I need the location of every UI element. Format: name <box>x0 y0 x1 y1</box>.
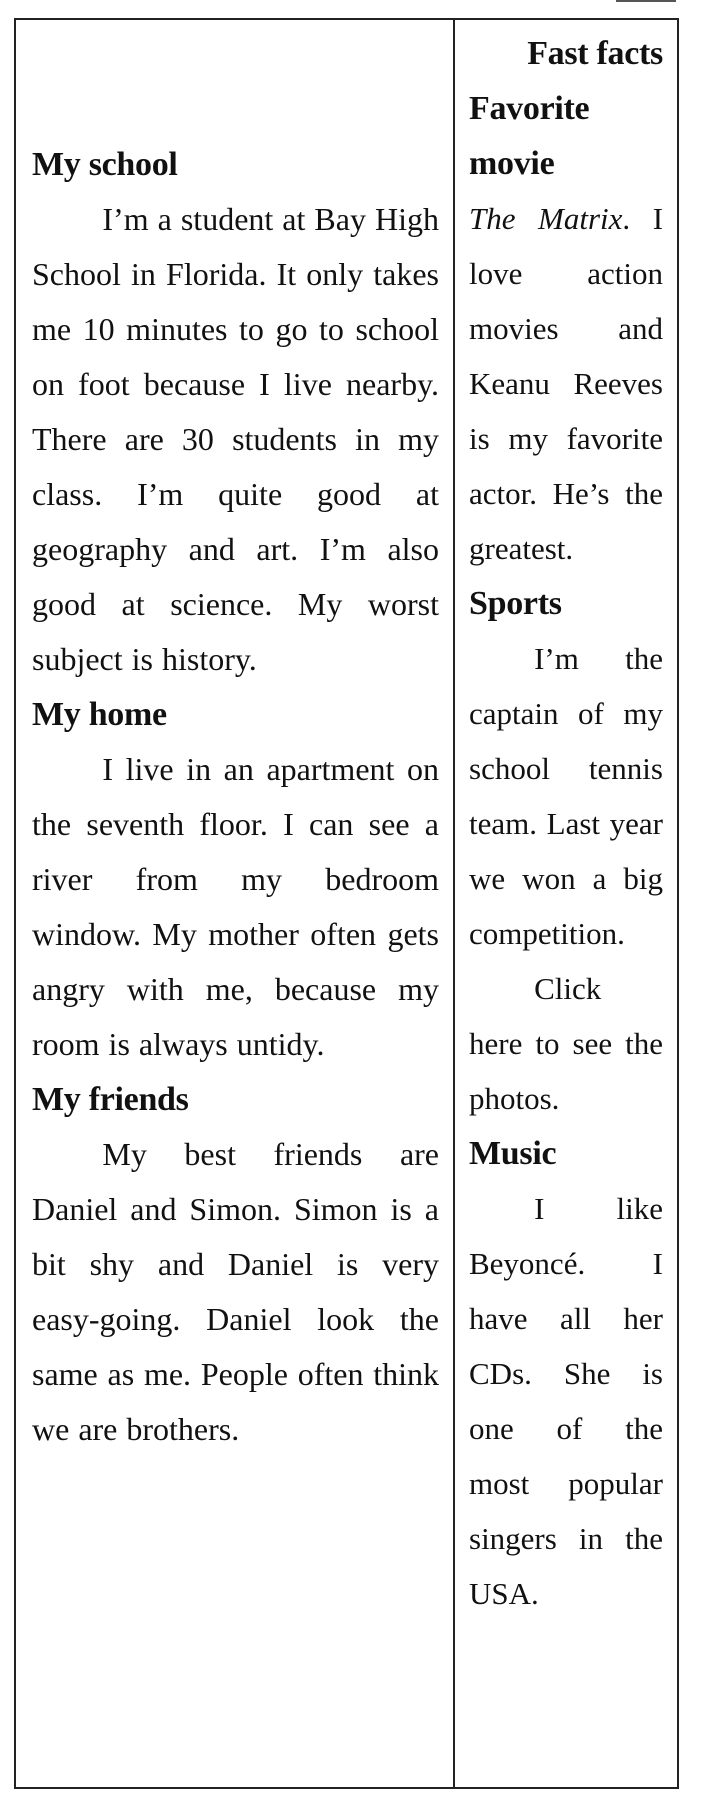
fact-text-music: I like Beyoncé. I have all her CDs. She is one of the most popular singers in the USA. <box>469 1191 663 1611</box>
section-heading-my-home: My home <box>32 696 167 733</box>
right-column <box>455 20 677 1787</box>
left-column <box>16 20 455 1787</box>
fast-facts-title: Fast facts <box>527 35 663 72</box>
fact-heading-sports: Sports <box>469 585 562 622</box>
section-heading-my-school: My school <box>32 146 178 183</box>
movie-description: I love action movies and Keanu Reeves is my favorite actor. He’s the greatest. <box>469 201 664 566</box>
section-text-my-home: I live in an apartment on the seventh floor. I can see a river from my bedroom window. My mother often gets angry with me, because my room is always untidy. <box>32 751 439 1062</box>
movie-title-suffix: . <box>622 201 631 236</box>
fact-text-sports: I’m the captain of my school tennis team. Last year we won a big competition. <box>469 641 663 951</box>
fact-heading-movie: Favorite movie <box>469 90 590 182</box>
page-top-edge-mark <box>616 0 676 6</box>
photos-link-text[interactable]: Click here to see the photos. <box>469 971 663 1116</box>
section-heading-my-friends: My friends <box>32 1081 189 1118</box>
movie-title: The Matrix <box>469 201 623 236</box>
fact-text-movie <box>469 191 663 576</box>
fact-heading-music: Music <box>469 1135 557 1172</box>
section-text-my-friends: My best friends are Daniel and Simon. Simon is a bit shy and Daniel is very easy-going. Daniel look the same as me. People often think we are brothers. <box>32 1136 439 1447</box>
section-text-my-school: I’m a student at Bay High School in Florida. It only takes me 10 minutes to go to school on foot because I live nearby. There are 30 students in my class. I’m quite good at geography and art. I’m also good at science. My worst subject is history. <box>32 201 439 677</box>
two-column-table <box>14 18 679 1789</box>
